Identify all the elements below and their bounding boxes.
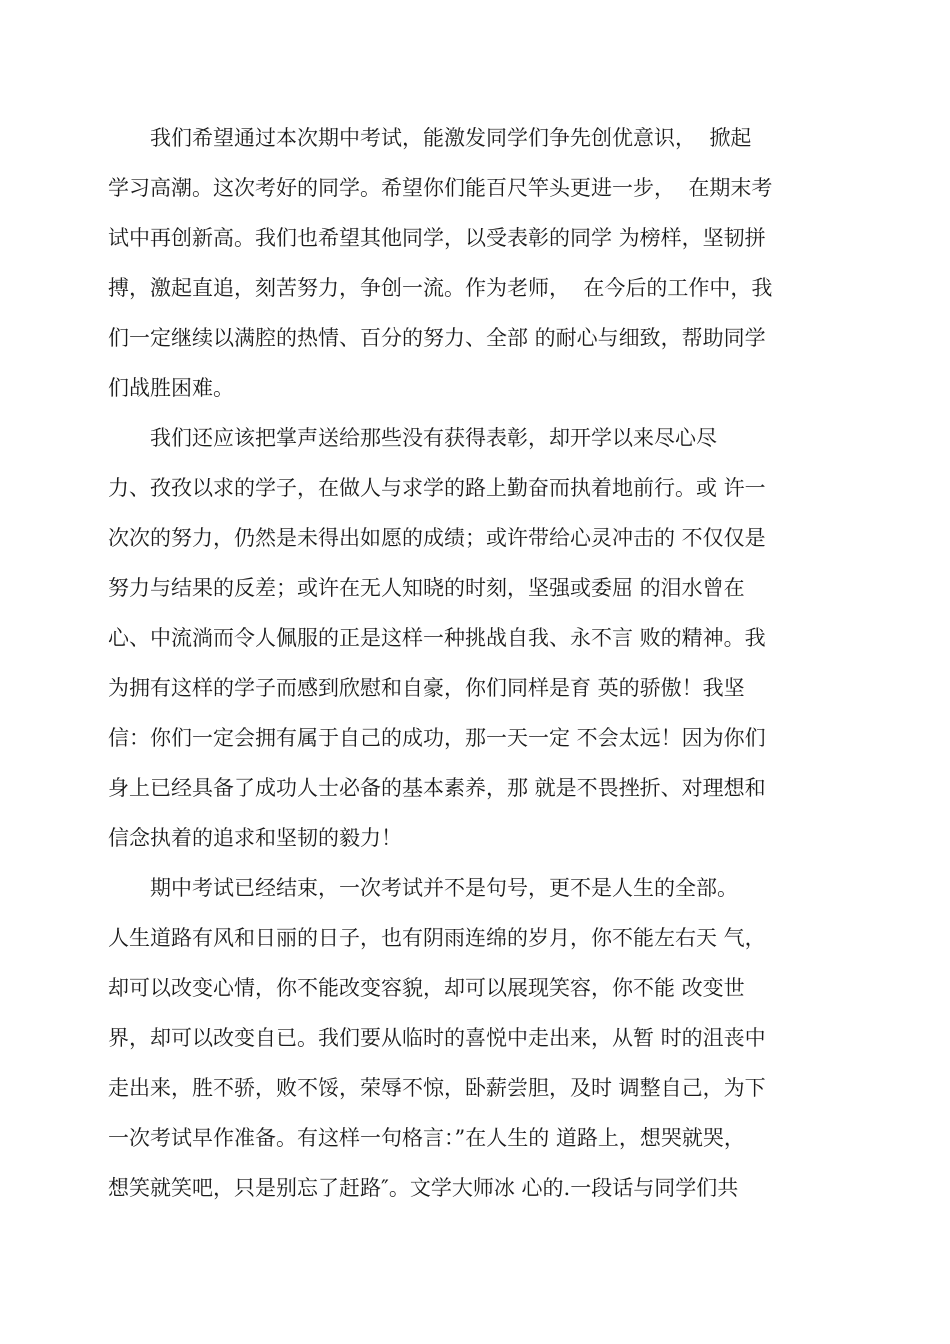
text-line: 们战胜困难。 bbox=[108, 376, 234, 400]
text-line: 身上已经具备了成功人士必备的基本素养，那 就是不畏挫折、对理想和 bbox=[108, 776, 766, 800]
text-line: 期中考试已经结束，一次考试并不是句号，更不是人生的全部。 bbox=[108, 876, 738, 900]
text-line: 我们还应该把掌声送给那些没有获得表彰，却开学以来尽心尽 bbox=[108, 426, 717, 450]
text-line: 却可以改变心情，你不能改变容貌，却可以展现笑容，你不能 改变世 bbox=[108, 976, 745, 1000]
text-line: 走出来，胜不骄，败不馁，荣辱不惊，卧薪尝胆，及时 调整自己，为下 bbox=[108, 1076, 766, 1100]
text-line: 心、中流淌而令人佩服的正是这样一种挑战自我、永不言 败的精神。我 bbox=[108, 626, 766, 650]
text-line: 搏，激起直追，刻苦努力，争创一流。作为老师， 在今后的工作中，我 bbox=[108, 276, 773, 300]
text-line: 我们希望通过本次期中考试，能激发同学们争先创优意识， 掀起 bbox=[108, 126, 752, 150]
text-line: 试中再创新高。我们也希望其他同学，以受表彰的同学 为榜样，坚韧拼 bbox=[108, 226, 766, 250]
text-line: 想笑就笑吧，只是别忘了赶路″。文学大师冰 心的.一段话与同学们共 bbox=[108, 1176, 739, 1200]
text-line: 信念执着的追求和坚韧的毅力！ bbox=[108, 826, 402, 850]
text-line: 学习高潮。这次考好的同学。希望你们能百尺竿头更进一步， 在期末考 bbox=[108, 176, 773, 200]
text-line: 一次考试早作准备。有这样一句格言：”在人生的 道路上，想哭就哭， bbox=[108, 1126, 745, 1150]
text-line: 努力与结果的反差；或许在无人知晓的时刻，坚强或委屈 的泪水曾在 bbox=[108, 576, 745, 600]
text-line: 力、孜孜以求的学子，在做人与求学的路上勤奋而执着地前行。或 许一 bbox=[108, 476, 766, 500]
text-line: 信：你们一定会拥有属于自己的成功，那一天一定 不会太远！因为你们 bbox=[108, 726, 766, 750]
text-line: 人生道路有风和日丽的日子，也有阴雨连绵的岁月，你不能左右天 气， bbox=[108, 926, 766, 950]
text-line: 为拥有这样的学子而感到欣慰和自豪，你们同样是育 英的骄傲！我坚 bbox=[108, 676, 745, 700]
document-body bbox=[108, 118, 788, 1218]
text-line: 界，却可以改变自已。我们要从临时的喜悦中走出来，从暂 时的沮丧中 bbox=[108, 1026, 766, 1050]
text-line: 次次的努力，仍然是未得出如愿的成绩；或许带给心灵冲击的 不仅仅是 bbox=[108, 526, 766, 550]
text-line: 们一定继续以满腔的热情、百分的努力、全部 的耐心与细致，帮助同学 bbox=[108, 326, 766, 350]
